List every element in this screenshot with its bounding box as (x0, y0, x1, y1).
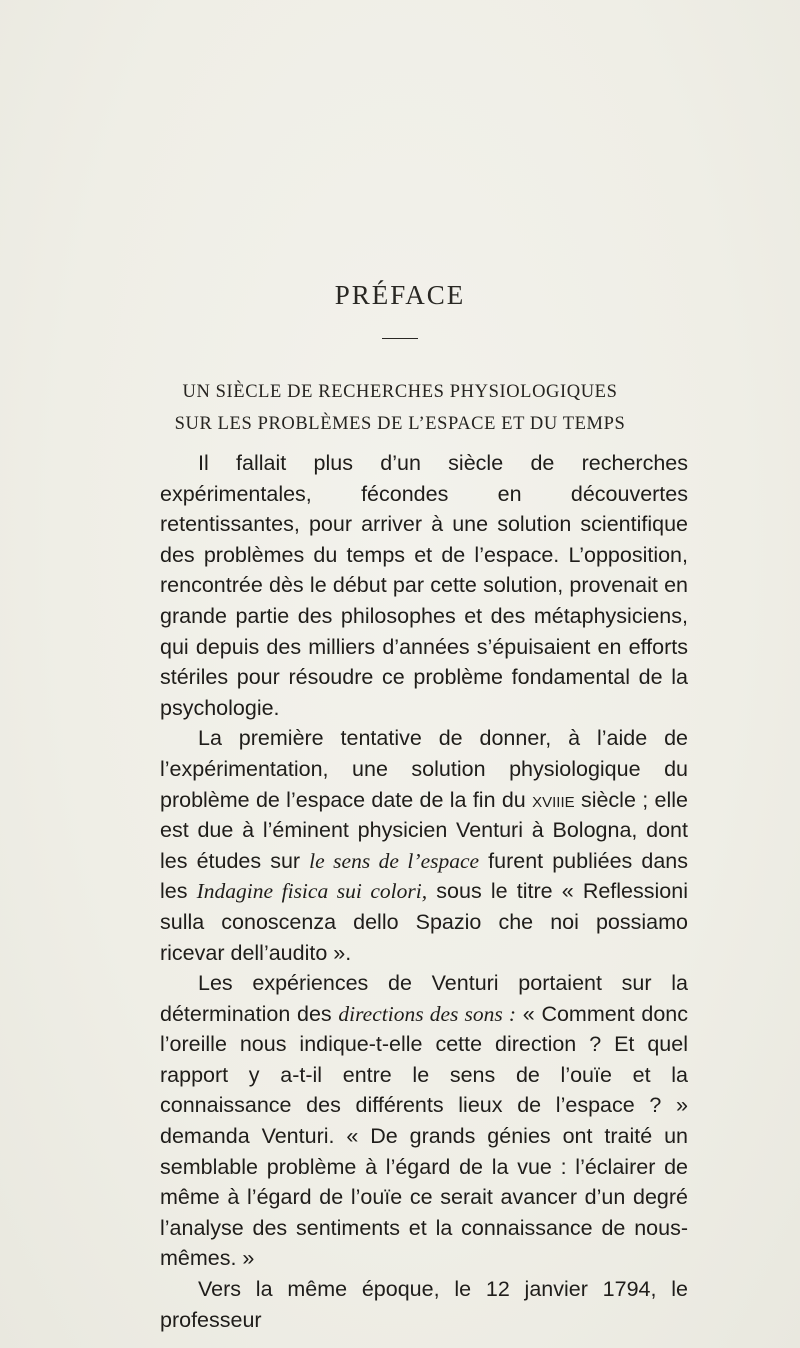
paragraph-2-text-c: furent publiées dans les (160, 848, 689, 904)
paragraph-4: Vers la même époque, le 12 janvier 1794, le professeur (160, 1277, 688, 1332)
paragraph-3-text-b: « Comment donc l’oreille nous indique-t-elle cette direction ? Et quel rapport y a-t-il entre le sens de l’ouïe et la connaissance des différents lieux de l’espace ? » demanda Venturi. « De grands génies ont traité un semblable problème à l’égard de la vue : l’éclairer de même à l’égard de l’ouïe ce serait avancer d’un degré l’analyse des sentiments et la connaissance de nous-mêmes. » (160, 1001, 688, 1271)
paragraph-2-text-a: La première tentative de donner, à l’aide de l’expérimentation, une solution physiologique du problème de l’espace date de la fin du (160, 726, 688, 812)
paragraph-2 (160, 723, 688, 968)
page-title: PRÉFACE (334, 280, 466, 310)
subtitle-line-2: SUR LES PROBLÈMES DE L’ESPACE ET DU TEMPS (174, 414, 626, 434)
italic-phrase: directions des sons : (338, 1001, 517, 1026)
paragraph-1: Il fallait plus d’un siècle de recherches expérimentales, fécondes en découvertes retentissantes, pour arriver à une solution scientifique des problèmes du temps et de l’espace. L’opposition, rencontrée dès le début par cette solution, provenait en grande partie des philosophes et des métaphysiciens, qui depuis des milliers d’années s’épuisaient en efforts stériles pour résoudre ce problème fondamental de la psychologie. (160, 451, 688, 720)
italic-title-1: le sens de l’espace (309, 848, 480, 873)
paragraph-2-text-b: siècle ; elle est due à l’éminent physicien Venturi à Bologna, dont les études sur (160, 787, 688, 873)
subtitle-line-1: UN SIÈCLE DE RECHERCHES PHYSIOLOGIQUES (182, 382, 618, 402)
paragraph-2-text-d: sous le titre « Reflessioni sulla conoscenza dello Spazio che noi possiamo ricevar dell’audito ». (160, 879, 688, 965)
body-text (160, 448, 688, 1335)
paragraph-3 (160, 968, 688, 1274)
italic-title-2: Indagine fisica sui colori, (196, 879, 428, 904)
paragraph-3-text-a: Les expériences de Venturi portaient sur la détermination des (160, 971, 688, 1026)
century-numeral: xviiie (532, 787, 575, 812)
title-divider (382, 338, 418, 339)
